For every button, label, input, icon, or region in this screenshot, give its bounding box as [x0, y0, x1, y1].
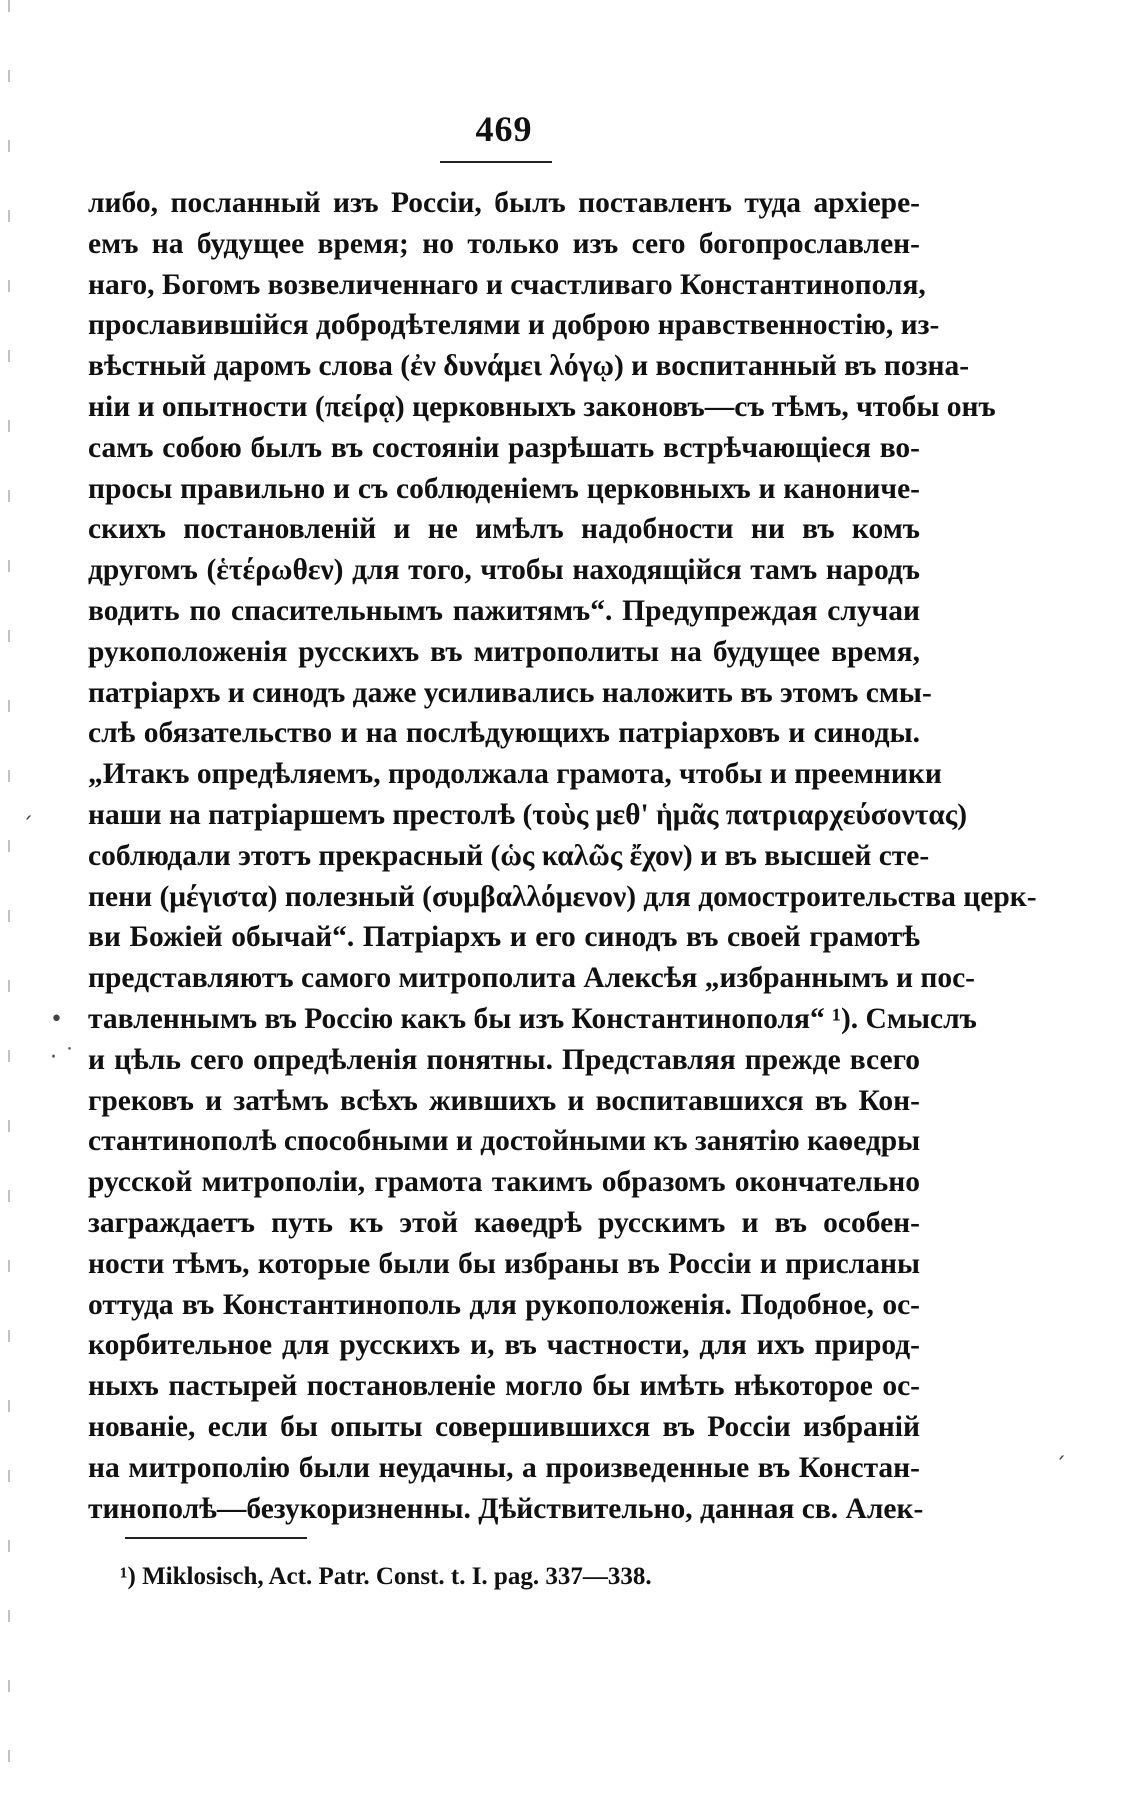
- text-line: наши на патріаршемъ престолѣ (τοὺς μεθ' ἡμᾶς πατριαρχεύσοντας): [88, 798, 968, 831]
- text-line: патріархъ и синодъ даже усиливались наложить въ этомъ смы-: [88, 676, 932, 709]
- text-line: слѣ обязательство и на послѣдующихъ патріарховъ и синоды.: [88, 717, 920, 750]
- footnote-rule: [125, 1537, 307, 1539]
- text-line: либо, посланный изъ Россіи, былъ поставленъ туда архіере-: [88, 187, 920, 219]
- text-line: тинополѣ—безукоризненны. Дѣйствительно, данная св. Алек-: [88, 1492, 924, 1525]
- text-line: стантинополѣ способными и достойными къ занятію каѳедры: [88, 1125, 921, 1158]
- text-line: нованіе, если бы опыты совершившихся въ Россіи избраній: [88, 1410, 920, 1443]
- text-line: ви Божіей обычай“. Патріархъ и его синодъ въ своей грамотѣ: [88, 921, 920, 954]
- text-line: скихъ постановленій и не имѣлъ надобности ни въ комъ: [88, 513, 920, 546]
- page-number: 469: [475, 109, 533, 149]
- text-line: „Итакъ опредѣляемъ, продолжала грамота, чтобы и преемники: [88, 758, 942, 791]
- text-line: пени (μέγιστα) полезный (συμβαλλόμενον) для домостроительства церк-: [88, 880, 1037, 913]
- text-line: другомъ (ἑτέρωθεν) для того, чтобы находящійся тамъ народъ: [88, 554, 920, 587]
- text-line: корбительное для русскихъ и, въ частности, для ихъ природ-: [88, 1329, 920, 1362]
- text-line: и цѣль сего опредѣленія понятны. Представляя прежде всего: [88, 1043, 920, 1076]
- page-number-rule: [440, 161, 552, 163]
- text-line: водить по спасительнымъ пажитямъ“. Предупреждая случаи: [88, 594, 920, 627]
- text-line: на митрополію были неудачны, а произведенные въ Констан-: [88, 1451, 920, 1484]
- margin-dot-mark: •: [50, 1007, 63, 1032]
- text-line: представляютъ самого митрополита Алексѣя „избраннымъ и пос-: [88, 962, 976, 995]
- margin-left-tick-mark: ˏ: [22, 795, 33, 820]
- text-line: ности тѣмъ, которые были бы избраны въ Россіи и присланы: [88, 1247, 920, 1280]
- text-line: тавленнымъ въ Россію какъ бы изъ Константинополя“ ¹). Смыслъ: [88, 1002, 977, 1035]
- text-line: самъ собою былъ въ состояніи разрѣшать встрѣчающіеся во-: [88, 431, 920, 464]
- text-line: оттуда въ Константинополь для рукоположенія. Подобное, ос-: [88, 1288, 920, 1321]
- text-line: емъ на будущее время; но только изъ сего богопрославлен-: [88, 227, 920, 260]
- text-line: просы правильно и съ соблюденіемъ церковныхъ и канониче-: [88, 472, 920, 505]
- text-line: наго, Богомъ возвеличеннаго и счастливаго Константинополя,: [88, 268, 926, 301]
- text-line: прославившійся добродѣтелями и доброю нравственностію, из-: [88, 309, 940, 342]
- text-line: ніи и опытности (πείρᾳ) церковныхъ законовъ—съ тѣмъ, чтобы онъ: [88, 390, 996, 423]
- margin-dots-mark: · ˙: [50, 1045, 75, 1070]
- text-line: соблюдали этотъ прекрасный (ὡς καλῶς ἔχον) и въ высшей сте-: [88, 839, 930, 872]
- margin-right-tick-mark: ˏ: [1055, 1435, 1066, 1460]
- text-line: рукоположенія русскихъ въ митрополиты на будущее время,: [88, 635, 920, 668]
- body-text: [88, 183, 1037, 1529]
- scan-edge: [8, 0, 10, 1819]
- text-line: грековъ и затѣмъ всѣхъ жившихъ и воспитавшихся въ Кон-: [88, 1084, 920, 1117]
- text-line: русской митрополіи, грамота такимъ образомъ окончательно: [88, 1166, 920, 1199]
- text-line: заграждаетъ путь къ этой каѳедрѣ русскимъ и въ особен-: [88, 1206, 920, 1239]
- footnote: ¹) Miklosisch, Act. Patr. Const. t. I. pag. 337—338.: [120, 1563, 652, 1590]
- text-line: ныхъ пастырей постановленіе могло бы имѣть нѣкоторое ос-: [88, 1370, 920, 1403]
- text-line: вѣстный даромъ слова (ἐν δυνάμει λόγῳ) и воспитанный въ позна-: [88, 350, 970, 383]
